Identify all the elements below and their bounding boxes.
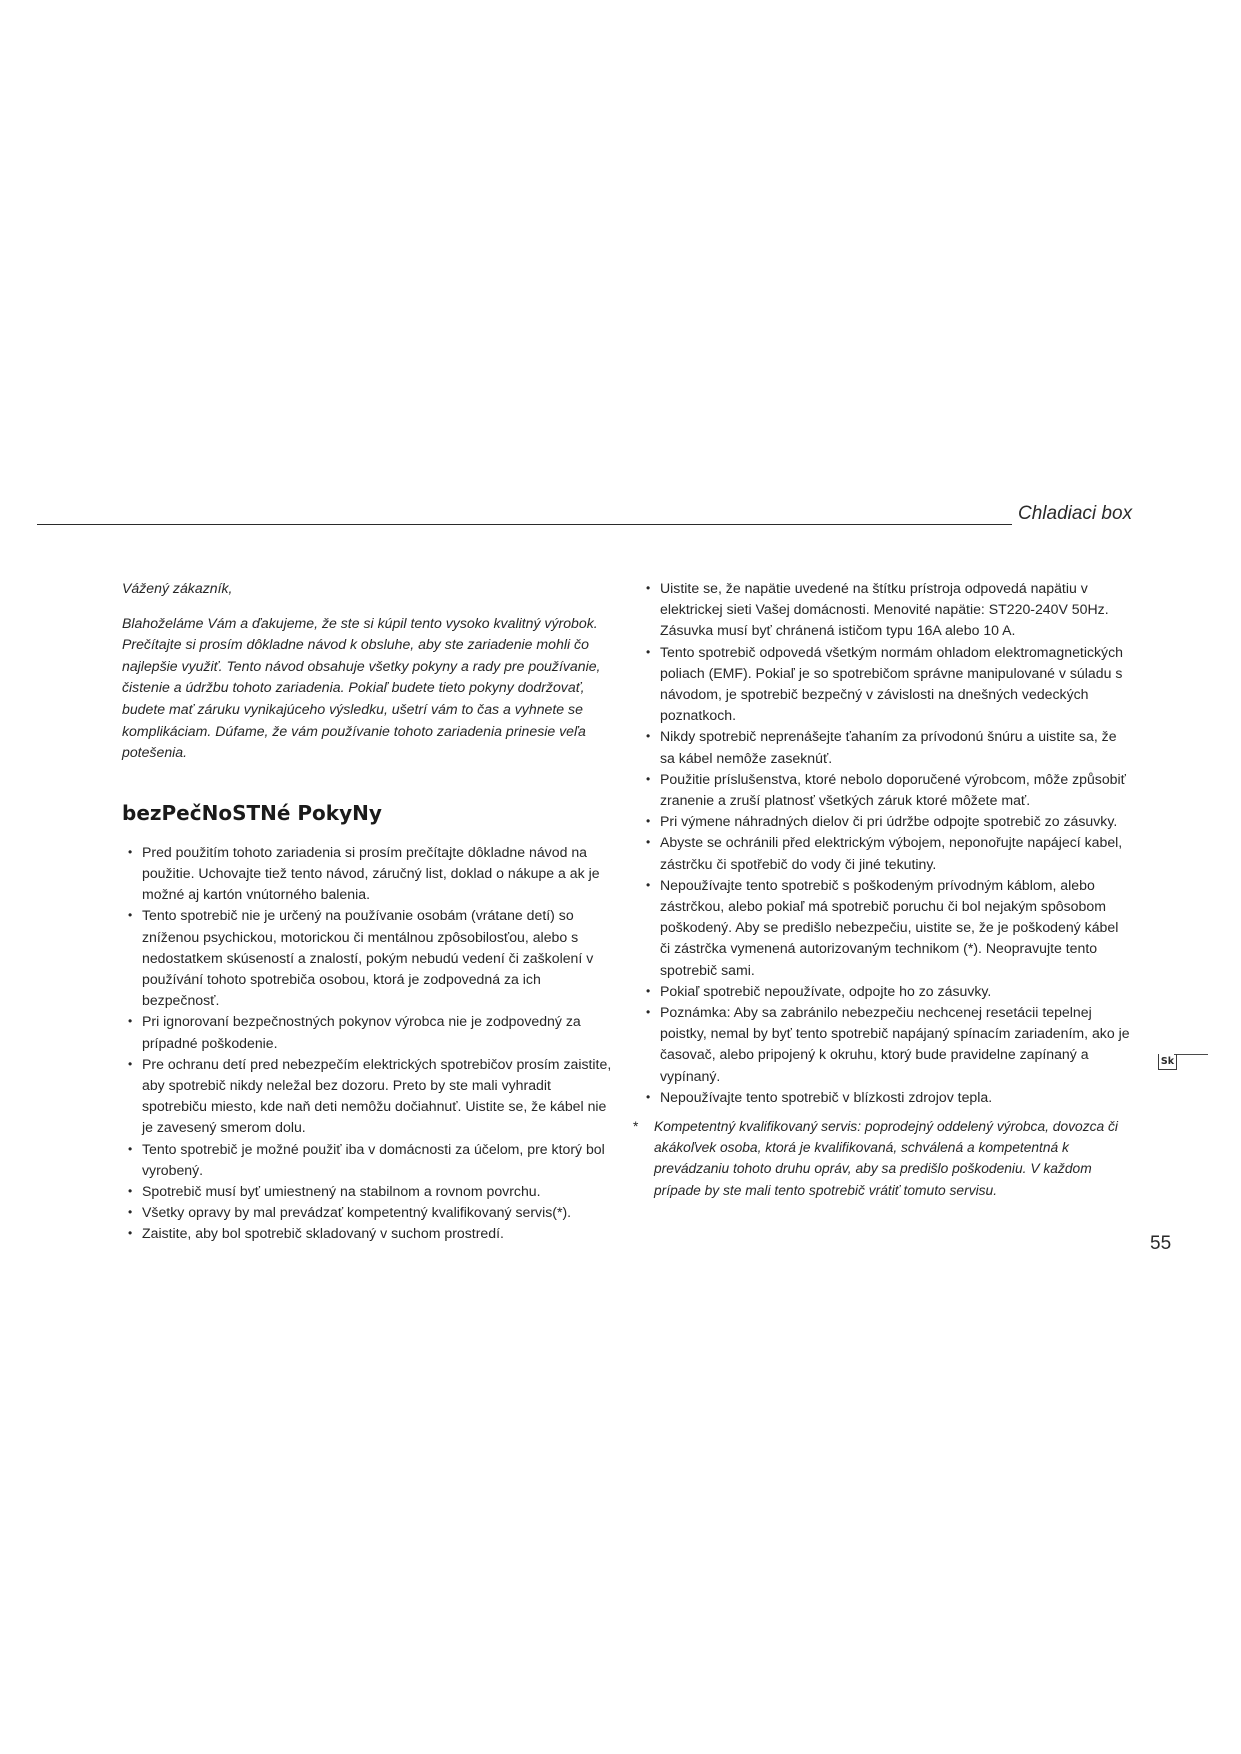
language-tab-rule [1174,1054,1208,1055]
left-column [122,578,617,1245]
list-item: • Tento spotrebič je možné použiť iba v domácnosti za účelom, pre ktorý bol vyrobený. [128,1140,605,1178]
right-column [633,578,1130,1201]
list-item: • Nepoužívajte tento spotrebič v blízkosti zdrojov tepla. [640,1087,1130,1108]
bullet-icon: • [646,877,651,892]
running-header-title: Chladiaci box [1018,503,1133,524]
list-item: • Poznámka: Aby sa zabránilo nebezpečiu nechcenej resetácii tepelnej poistky, nemal by byť tento spotrebič napájaný spínacím zariadením, ako je časovač, alebo pripojený k okruhu, ktorý bude pravidelne zapínaný a vypínaný. [646,1004,1130,1084]
safety-heading: bezPečNoSTNé PokyNy [122,800,382,825]
intro-body: Blahoželáme Vám a ďakujeme, že ste si kúpil tento vysoko kvalitný výrobok. Prečítajte si prosím dôkladne návod k obsluhe, aby ste zariadenie mohli čo najlepšie využiť. Tento návod obsahuje všetky pokyny a rady pre používanie, čistenie a údržbu tohoto zariadenia. Pokiaľ budete tieto pokyny dodržovať, budete mať záruku vynikajúceho výsledku, ušetrí vám to čas a vyhnete se komplikáciam. Dúfame, že vám používanie tohoto zariadenia prinesie veľa potešenia. [122,614,601,761]
bullet-icon: • [128,844,133,859]
list-item: • Abyste se ochránili před elektrickým výbojem, neponořujte napájecí kabel, zástrčku či spotřebič do vody či jiné tekutiny. [646,834,1123,872]
list-item: • Použitie príslušenstva, ktoré nebolo doporučené výrobcom, môže způsobiť zranenie a zruší platnosť všetkých záruk ktoré môžete mať. [646,770,1126,809]
list-item: • Nikdy spotrebič neprenášejte ťahaním za prívodonú šnúru a uistite sa, že sa kábel nemôže zaseknúť. [646,728,1117,766]
list-item: • Pri ignorovaní bezpečnostných pokynov výrobca nie je zodpovedný za prípadné poškodenie. [128,1013,581,1051]
list-item: • Pokiaľ spotrebič nepoužívate, odpojte ho zo zásuvky. [640,981,1130,1002]
intro-section [122,578,617,764]
bullet-icon: • [646,835,651,850]
bullet-icon: • [646,581,651,595]
list-item: • Pre ochranu detí pred nebezpečím elektrických spotrebičov prosím zaistite, aby spotrebič nikdy neležal bez dozoru. Preto by ste mali vyhradit spotrebiču miesto, kde naň deti nemôžu dočiahnuť. Uistite se, že kábel nie je zavesený smerom dolu. [128,1055,612,1136]
language-tab-label: Sk [1158,1054,1177,1070]
list-item: • Pri výmene náhradných dielov či pri údržbe odpojte spotrebič zo zásuvky. [640,811,1130,832]
bullet-icon: • [128,908,133,923]
bullet-icon: • [646,1089,651,1104]
page-number: 55 [1150,1233,1172,1254]
language-tab [1158,1051,1208,1075]
bullet-icon: • [646,983,651,998]
footnote-asterisk: * [633,1119,639,1135]
bullet-icon: • [128,1141,133,1156]
header-rule [37,524,1012,525]
list-item: • Zaistite, aby bol spotrebič skladovaný v suchom prostredí. [122,1223,617,1244]
list-item: • Všetky opravy by mal prevádzať kompetentný kvalifikovaný servis(*). [122,1202,617,1223]
bullet-icon: • [646,1005,651,1020]
bullet-icon: • [128,1205,133,1220]
bullet-icon: • [128,1056,133,1071]
bullet-icon: • [646,644,651,659]
list-item: • Pred použitím tohoto zariadenia si prosím prečítajte dôkladne návod na použitie. Uchovajte tiež tento návod, záručný list, doklad o nákupe a ak je možné aj kartón vnútorného balenia. [128,843,600,903]
bullet-icon: • [128,1226,133,1241]
list-item: • Spotrebič musí byť umiestnený na stabilnom a rovnom povrchu. [122,1181,617,1202]
list-item: • Tento spotrebič nie je určený na používanie osobám (vrátane detí) so zníženou psychickou, motorickou či mentálnou zpôsobilosťou, alebo s nedostatkem skúseností a znalostí, pokým nebudú vedení či zaškolení v používání tohoto spotrebiča osobou, ktorá je zodpovedná za ich bezpečnosť. [128,907,594,1009]
bullet-icon: • [128,1014,133,1029]
service-footnote [633,1116,1130,1201]
bullet-icon: • [646,771,651,786]
bullet-icon: • [128,1184,133,1198]
list-item: • Nepoužívajte tento spotrebič s poškodeným prívodným káblom, alebo zástrčkou, alebo pokiaľ má spotrebič poruchu či bol nejakým spôsobom poškodený. Aby se predišlo nebezpečiu, uistite se, že je poškodený kábel či zástrčka vymenená autorizovaným technikom (*). Neopravujte tento spotrebič sami. [646,876,1119,978]
intro-greeting: Vážený zákazník, [122,580,233,596]
bullet-icon: • [646,729,651,744]
footnote-text: Kompetentný kvalifikovaný servis: poprodejný oddelený výrobca, dovozca či akákoľvek osoba, ktorá je kvalifikovaná, schválená a kompetentná k prevádzaniu tohoto druhu opráv, aby sa predišlo poškodeniu. V každom prípade by ste mali tento spotrebič vrátiť tomuto servisu. [654,1119,1118,1198]
safety-list-right [640,578,1130,1108]
safety-list-left [122,842,617,1245]
bullet-icon: • [646,814,651,829]
list-item: • Tento spotrebič odpovedá všetkým normám ohladom elektromagnetických poliach (EMF). Pokiaľ je so spotrebičom správne manipulované v súladu s návodom, je spotrebič bezpečný v závislosti na dnešných vedeckých poznatkoch. [646,643,1123,724]
list-item: • Uistite se, že napätie uvedené na štítku prístroja odpovedá napätiu v elektrickej sieti Vašej domácnosti. Menovité napätie: ST220-240V 50Hz. Zásuvka musí byť chránená ističom typu 16A alebo 10 A. [646,580,1109,639]
